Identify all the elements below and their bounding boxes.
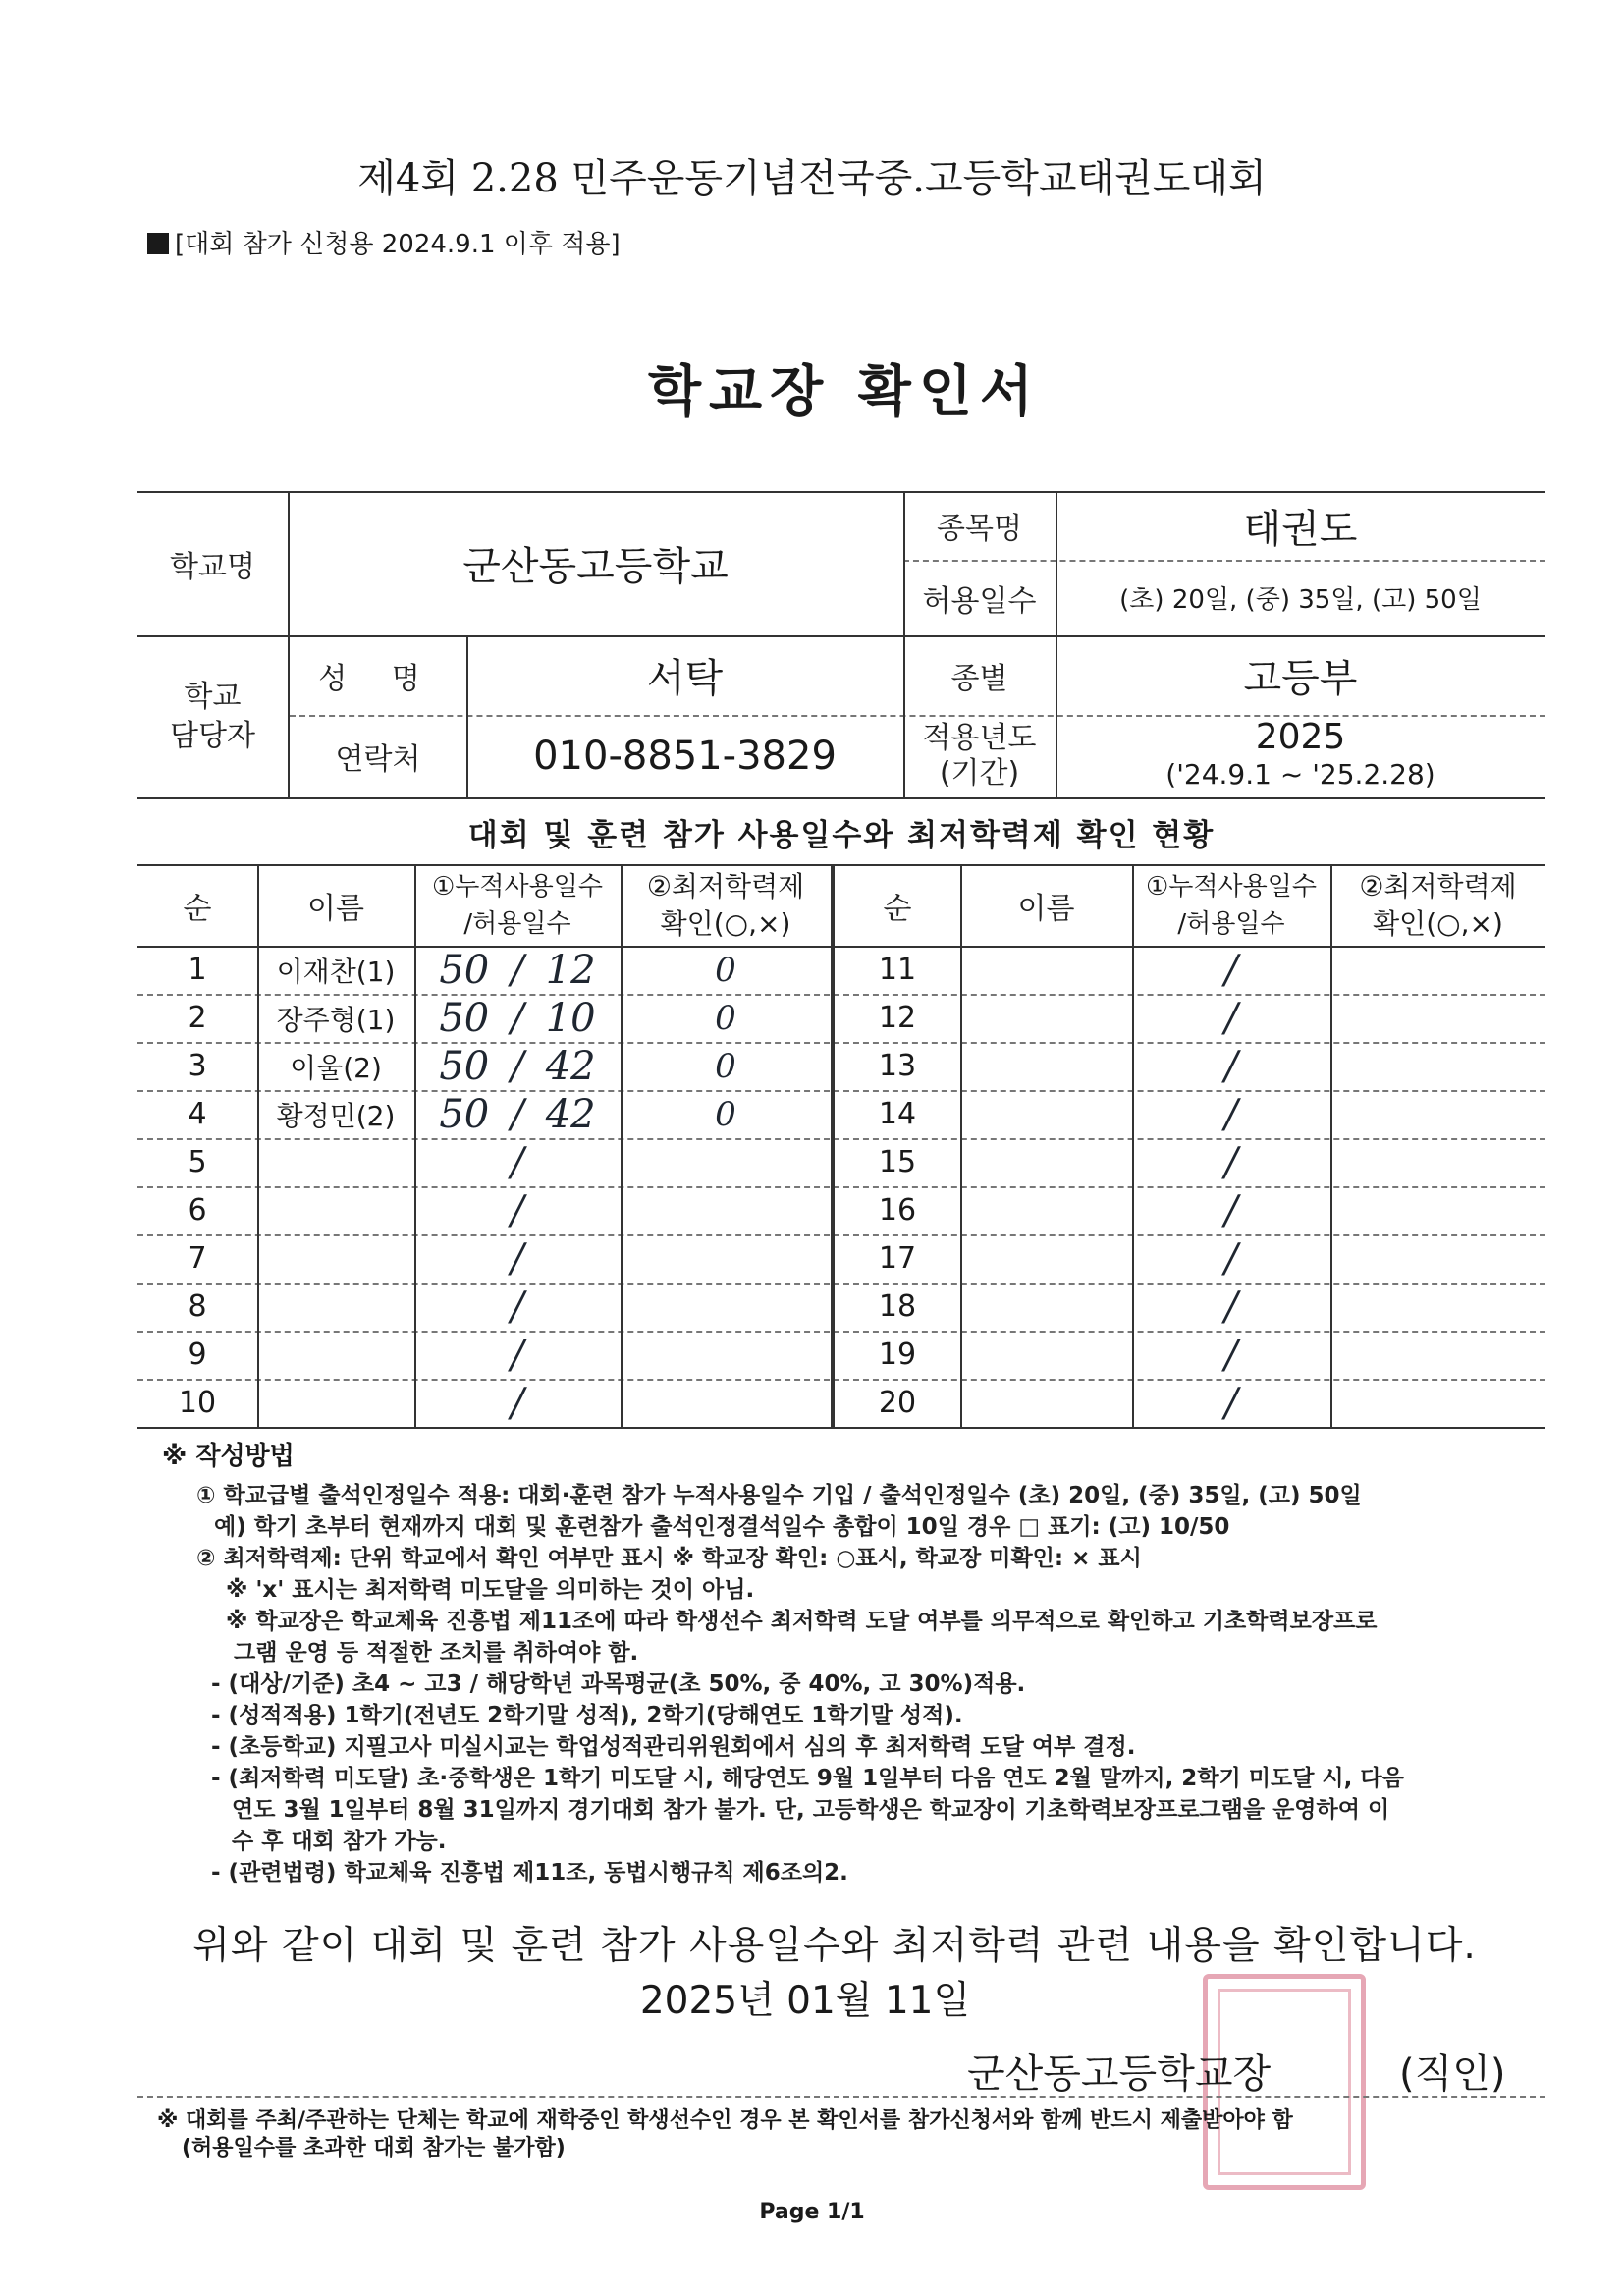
sport-label: 종목명 <box>937 512 1022 546</box>
col-min-left-1: ②최저학력제 <box>646 869 805 902</box>
sport-value: 태권도 <box>1243 506 1358 552</box>
method-note-line: ※ 'x' 표시는 최저학력 미도달을 의미하는 것이 아님. <box>226 1577 755 1603</box>
method-note-line: 수 후 대회 참가 가능. <box>232 1829 447 1854</box>
col-days-left-1: ①누적사용일수 <box>431 871 603 902</box>
student-name: 이울(2) <box>290 1051 382 1084</box>
row-number: 6 <box>188 1193 207 1228</box>
row-number: 7 <box>188 1241 207 1276</box>
col-min-right <box>1330 864 1545 946</box>
event-title: 제4회 2.28 민주운동기념전국중.고등학교태권도대회 <box>357 156 1267 201</box>
min-academic-check <box>621 1331 831 1379</box>
method-note-line: - (관련법령) 학교체육 진흥법 제11조, 동법시행규칙 제6조의2. <box>211 1860 848 1886</box>
student-name <box>257 1186 414 1234</box>
slash: / <box>511 1187 524 1233</box>
min-academic-check <box>621 1138 831 1186</box>
row-number: 18 <box>878 1289 917 1324</box>
allowed-days-value: (초) 20일, (중) 35일, (고) 50일 <box>1119 585 1482 615</box>
method-note-line: 그램 운영 등 적절한 조치를 취하여야 함. <box>234 1640 639 1666</box>
days-used-allowed <box>414 1138 621 1186</box>
school-value: 군산동고등학교 <box>462 544 729 589</box>
student-name: 장주형(1) <box>276 1003 396 1036</box>
days-used: 50 <box>439 1043 490 1089</box>
student-name <box>257 1283 414 1331</box>
slash: / <box>511 1043 524 1089</box>
page-number: Page 1/1 <box>759 2200 865 2224</box>
min-academic-check <box>1330 1042 1545 1090</box>
row-number: 12 <box>878 1001 917 1035</box>
days-slash: / <box>1224 947 1238 993</box>
student-name: 이재찬(1) <box>276 955 396 988</box>
col-name-right: 이름 <box>1017 891 1075 926</box>
year-period: ('24.9.1 ~ '25.2.28) <box>1165 758 1435 791</box>
days-used-allowed <box>414 1090 621 1138</box>
min-academic-check <box>1330 1283 1545 1331</box>
days-used-allowed <box>414 1042 621 1090</box>
col-days-right <box>1132 864 1330 946</box>
method-note-line: - (대상/기준) 초4 ~ 고3 / 해당학년 과목평균(초 50%, 중 40%, 고 30%)적용. <box>211 1671 1026 1697</box>
student-name <box>960 1234 1132 1283</box>
confirmation-statement: 위와 같이 대회 및 훈련 참가 사용일수와 최저학력 관련 내용을 확인합니다. <box>192 1924 1477 1968</box>
document-title: 학교장 확인서 <box>647 360 1042 424</box>
min-academic-check: 0 <box>715 1094 736 1134</box>
division-value: 고등부 <box>1243 656 1358 701</box>
days-used-allowed <box>414 1283 621 1331</box>
days-slash: / <box>1224 1380 1238 1426</box>
col-days-left-2: /허용일수 <box>463 908 571 939</box>
student-name <box>960 1186 1132 1234</box>
method-heading: ※ 작성방법 <box>162 1442 295 1471</box>
min-academic-check <box>1330 1186 1545 1234</box>
student-name <box>960 1331 1132 1379</box>
col-days-right-1: ①누적사용일수 <box>1145 871 1317 902</box>
days-used-allowed <box>414 994 621 1042</box>
footnote-line-2: (허용일수를 초과한 대회 참가는 불가함) <box>182 2136 566 2160</box>
min-academic-check: 0 <box>715 1046 736 1086</box>
status-title: 대회 및 훈련 참가 사용일수와 최저학력제 확인 현황 <box>467 817 1216 853</box>
contact-group-label <box>137 635 288 797</box>
days-used-allowed <box>414 1379 621 1427</box>
row-number: 13 <box>878 1049 917 1083</box>
days-used: 50 <box>439 1091 490 1137</box>
days-slash: / <box>1224 1043 1238 1089</box>
allowed-days-label: 허용일수 <box>922 583 1037 619</box>
col-min-left <box>621 864 831 946</box>
year-label-2: (기간) <box>939 756 1020 791</box>
student-name <box>960 946 1132 994</box>
days-allowed: 42 <box>545 1043 596 1089</box>
principal-name: 군산동고등학교장 <box>967 2051 1272 2097</box>
seal-label: (직인) <box>1399 2051 1506 2097</box>
days-used: 50 <box>439 995 490 1041</box>
slash: / <box>511 1091 524 1137</box>
square-bullet-icon <box>147 233 169 254</box>
min-academic-check <box>621 1234 831 1283</box>
slash: / <box>511 1332 524 1378</box>
slash: / <box>511 1139 524 1185</box>
days-allowed: 10 <box>545 995 596 1041</box>
days-allowed: 12 <box>545 947 596 993</box>
student-name <box>257 1331 414 1379</box>
phone-value: 010-8851-3829 <box>533 734 837 779</box>
days-slash: / <box>1224 1235 1238 1282</box>
slash: / <box>511 1235 524 1282</box>
row-number: 11 <box>878 953 917 987</box>
slash: / <box>511 995 524 1041</box>
min-academic-check <box>621 1283 831 1331</box>
col-days-right-2: /허용일수 <box>1177 908 1285 939</box>
days-used: 50 <box>439 947 490 993</box>
min-academic-check <box>1330 1331 1545 1379</box>
student-name <box>960 1379 1132 1427</box>
col-min-right-1: ②최저학력제 <box>1359 869 1517 902</box>
division-label: 종별 <box>950 661 1008 696</box>
row-number: 19 <box>878 1338 917 1372</box>
school-label: 학교명 <box>170 549 255 584</box>
min-academic-check <box>621 1379 831 1427</box>
days-slash: / <box>1224 1187 1238 1233</box>
student-name <box>960 1042 1132 1090</box>
days-slash: / <box>1224 1332 1238 1378</box>
min-academic-check <box>621 1186 831 1234</box>
row-number: 17 <box>878 1241 917 1276</box>
row-number: 8 <box>188 1289 207 1324</box>
name-label: 성 명 <box>318 661 438 696</box>
days-slash: / <box>1224 1139 1238 1185</box>
name-value: 서탁 <box>646 656 724 701</box>
slash: / <box>511 947 524 993</box>
student-name <box>960 1138 1132 1186</box>
slash: / <box>511 1380 524 1426</box>
year-label <box>903 715 1056 797</box>
min-academic-check <box>1330 994 1545 1042</box>
col-no-left: 순 <box>183 891 212 926</box>
phone-label: 연락처 <box>335 742 421 777</box>
col-days-left <box>414 864 621 946</box>
days-allowed: 42 <box>545 1091 596 1137</box>
form-note-text: [대회 참가 신청용 2024.9.1 이후 적용] <box>175 230 621 259</box>
method-note-line: ※ 학교장은 학교체육 진흥법 제11조에 따라 학생선수 최저학력 도달 여부를 의무적으로 확인하고 기초학력보장프로 <box>226 1609 1378 1634</box>
min-academic-check <box>1330 1090 1545 1138</box>
min-academic-check <box>1330 1138 1545 1186</box>
student-name <box>257 1379 414 1427</box>
days-used-allowed <box>414 1234 621 1283</box>
min-academic-check: 0 <box>715 998 736 1038</box>
min-academic-check <box>1330 1234 1545 1283</box>
contact-group-label-1: 학교 <box>184 679 242 714</box>
row-number: 14 <box>878 1097 917 1131</box>
min-academic-check: 0 <box>715 950 736 990</box>
row-number: 1 <box>188 953 207 987</box>
days-used-allowed <box>414 946 621 994</box>
row-number: 2 <box>188 1001 207 1035</box>
min-academic-check <box>1330 946 1545 994</box>
row-number: 9 <box>188 1338 207 1372</box>
student-name <box>257 1234 414 1283</box>
form-note <box>147 224 621 260</box>
year-label-1: 적용년도 <box>922 721 1037 755</box>
method-note-line: ② 최저학력제: 단위 학교에서 확인 여부만 표시 ※ 학교장 확인: ○표시, 학교장 미확인: × 표시 <box>196 1546 1142 1571</box>
row-number: 10 <box>178 1386 217 1420</box>
method-note-line: - (성적적용) 1학기(전년도 2학기말 성적), 2학기(당해연도 1학기말 성적). <box>211 1703 963 1728</box>
student-name <box>960 1090 1132 1138</box>
row-number: 4 <box>188 1097 207 1131</box>
col-no-right: 순 <box>883 891 912 926</box>
confirmation-date: 2025년 01월 11일 <box>639 1979 971 2023</box>
method-note-line: 예) 학기 초부터 현재까지 대회 및 훈련참가 출석인정결석일수 총합이 10일 경우 □ 표기: (고) 10/50 <box>214 1514 1230 1540</box>
col-name-left: 이름 <box>307 891 364 926</box>
days-slash: / <box>1224 1091 1238 1137</box>
col-min-left-2: 확인(○,×) <box>660 906 791 940</box>
row-number: 3 <box>188 1049 207 1083</box>
min-academic-check <box>1330 1379 1545 1427</box>
col-min-right-2: 확인(○,×) <box>1373 906 1503 940</box>
year-value: 2025 <box>1255 717 1346 757</box>
contact-group-label-2: 담당자 <box>170 718 255 753</box>
row-number: 5 <box>188 1145 207 1179</box>
method-note-line: 연도 3월 1일부터 8월 31일까지 경기대회 참가 불가. 단, 고등학생은 학교장이 기초학력보장프로그램을 운영하여 이 <box>232 1797 1390 1823</box>
row-number: 20 <box>878 1386 917 1420</box>
method-note-line: - (최저학력 미도달) 초·중학생은 1학기 미도달 시, 해당연도 9월 1일부터 다음 연도 2월 말까지, 2학기 미도달 시, 다음 <box>211 1766 1404 1791</box>
row-number: 15 <box>878 1145 917 1179</box>
days-slash: / <box>1224 1284 1238 1330</box>
student-name <box>960 994 1132 1042</box>
days-used-allowed <box>414 1186 621 1234</box>
days-used-allowed <box>414 1331 621 1379</box>
student-name: 황정민(2) <box>276 1099 396 1132</box>
method-note-line: - (초등학교) 지필고사 미실시교는 학업성적관리위원회에서 심의 후 최저학력 도달 여부 결정. <box>211 1734 1136 1760</box>
method-note-line: ① 학교급별 출석인정일수 적용: 대회·훈련 참가 누적사용일수 기입 / 출석인정일수 (초) 20일, (중) 35일, (고) 50일 <box>196 1483 1362 1508</box>
student-name <box>960 1283 1132 1331</box>
year-value-cell <box>1056 715 1545 797</box>
row-number: 16 <box>878 1193 917 1228</box>
footnote-line-1: ※ 대회를 주최/주관하는 단체는 학교에 재학중인 학생선수인 경우 본 확인서를 참가신청서와 함께 반드시 제출받아야 함 <box>157 2108 1293 2133</box>
days-slash: / <box>1224 995 1238 1041</box>
slash: / <box>511 1284 524 1330</box>
student-name <box>257 1138 414 1186</box>
